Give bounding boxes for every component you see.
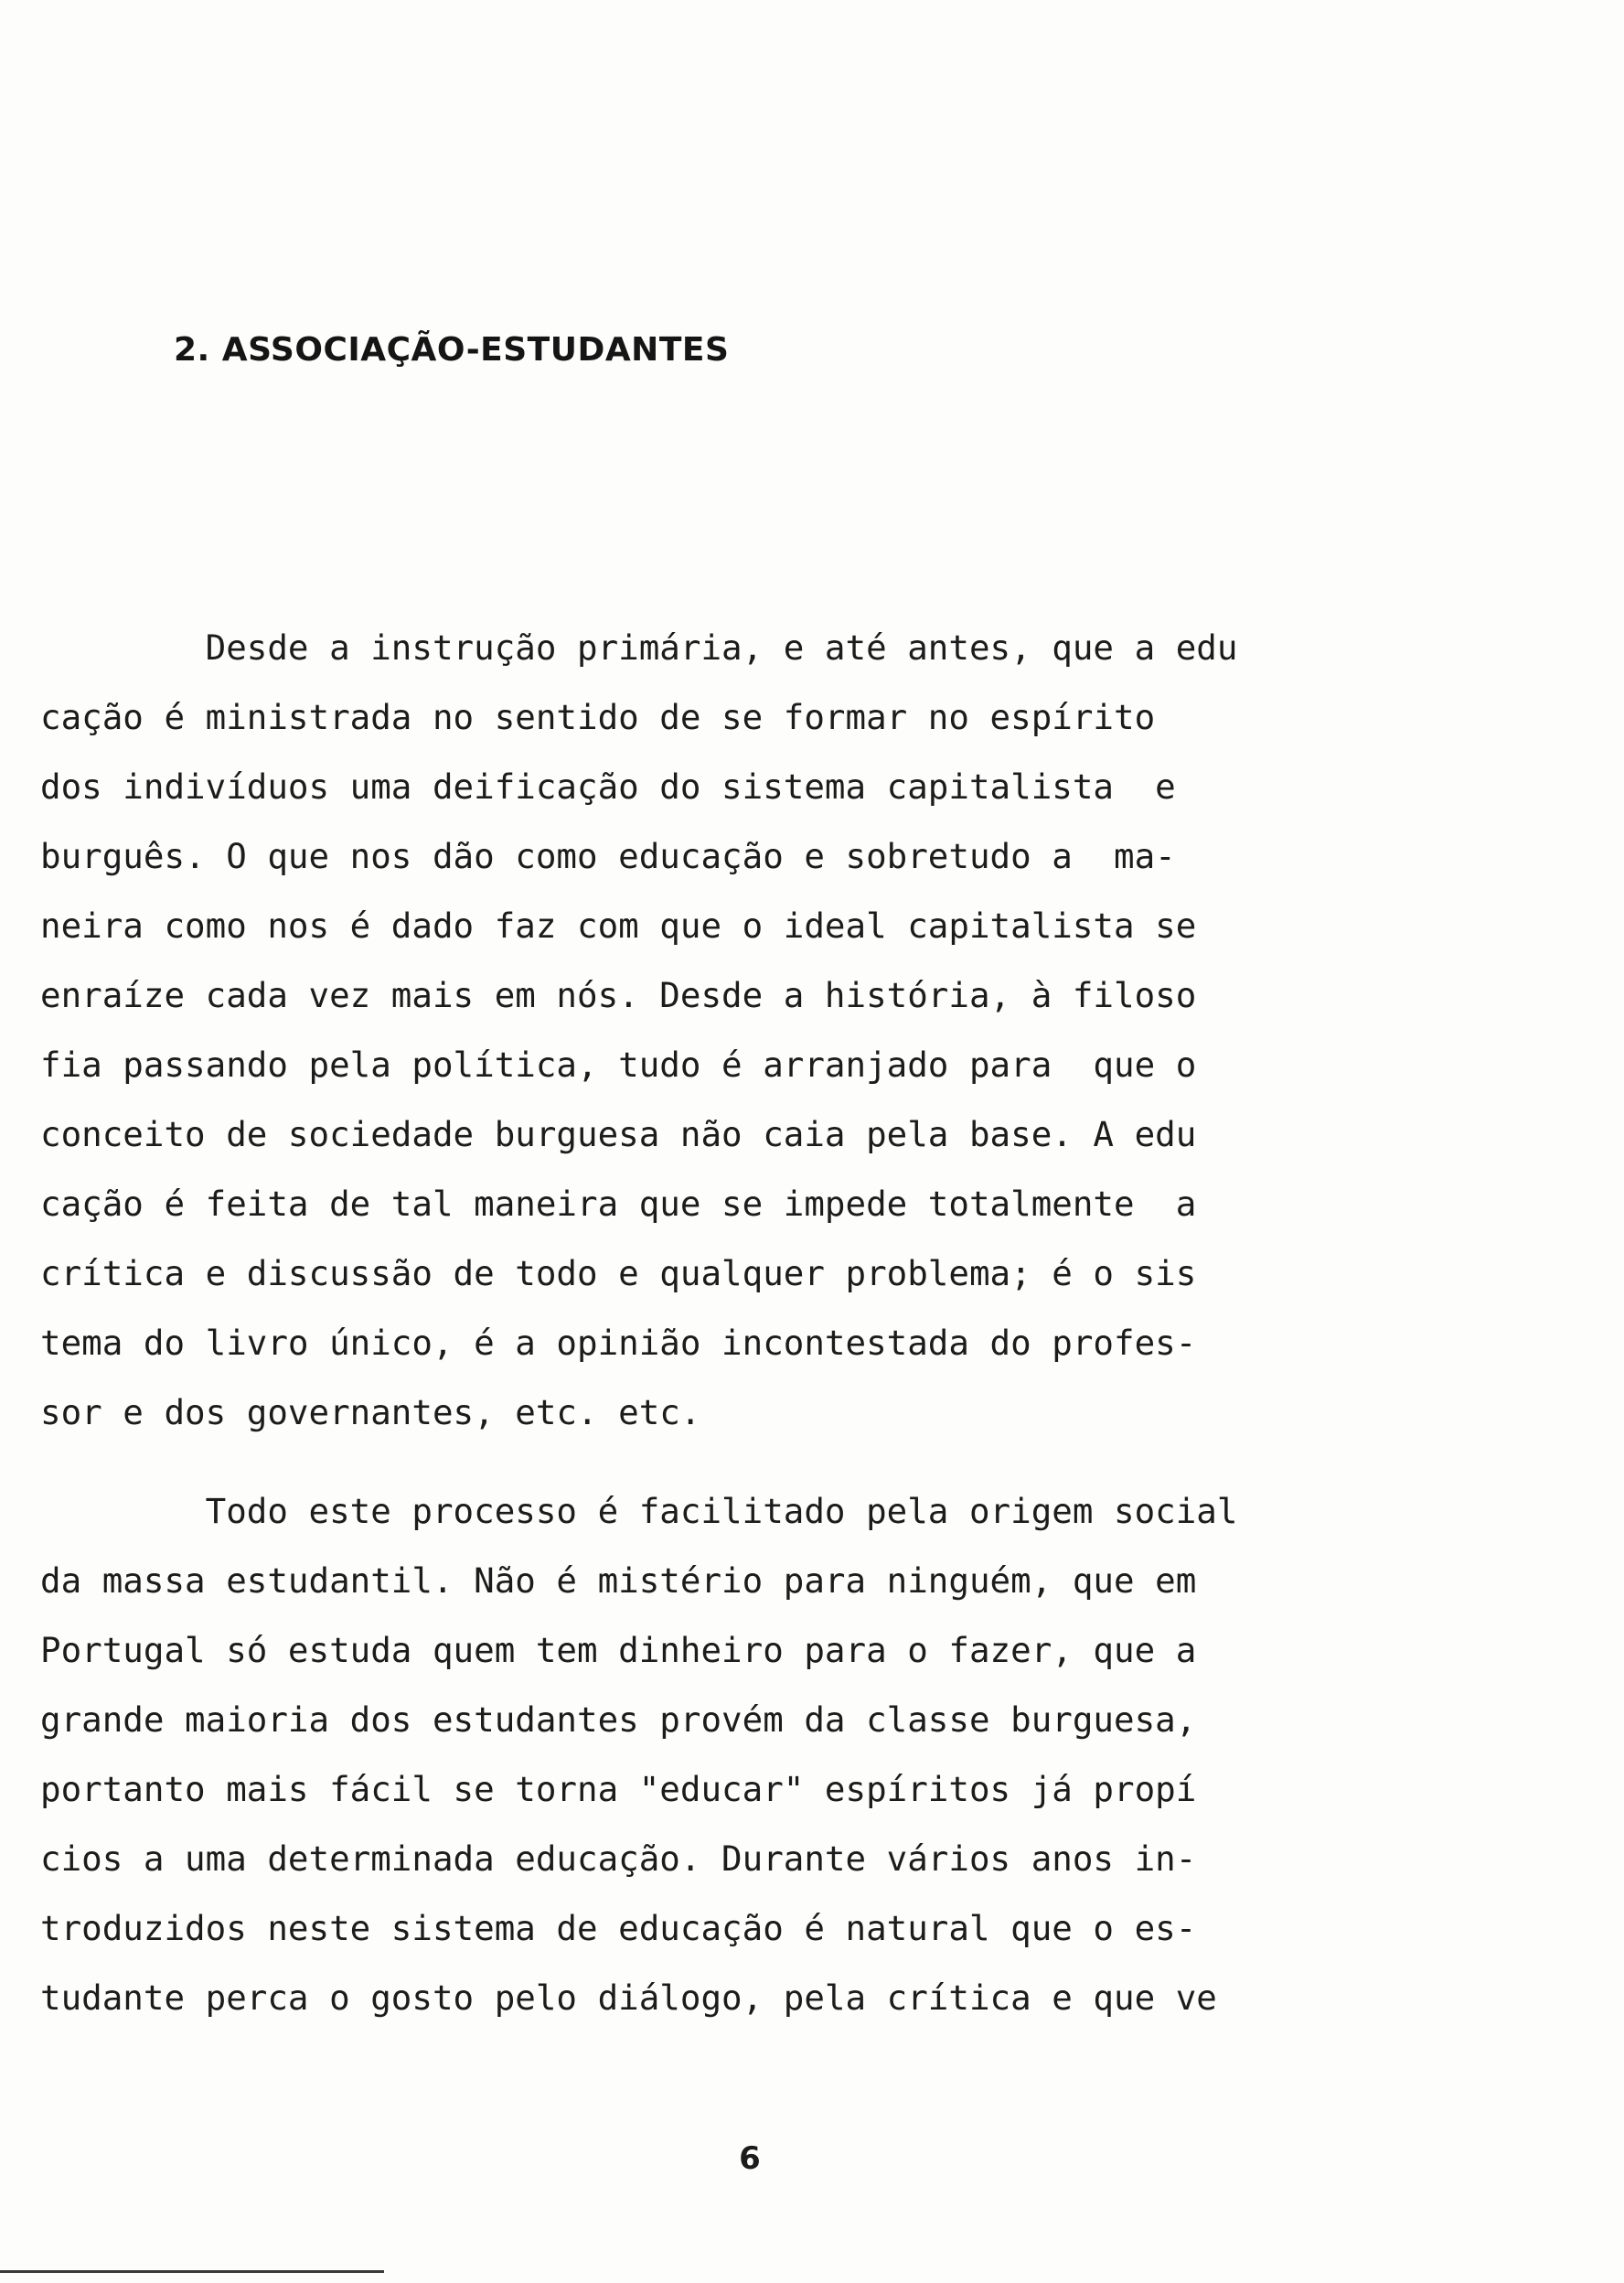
paragraph-line: neira como nos é dado faz com que o ideal capitalista se bbox=[40, 906, 1197, 946]
paragraph-line: cios a uma determinada educação. Durante vários anos in- bbox=[40, 1838, 1197, 1879]
paragraph-line: enraíze cada vez mais em nós. Desde a história, à filoso bbox=[40, 975, 1197, 1015]
paragraph-line: Desde a instrução primária, e até antes, que a edu bbox=[40, 627, 1238, 668]
paragraph-line: conceito de sociedade burguesa não caia pela base. A edu bbox=[40, 1114, 1197, 1154]
paragraph-line: grande maioria dos estudantes provém da classe burguesa, bbox=[40, 1699, 1197, 1740]
paragraph-line: dos indivíduos uma deificação do sistema capitalista e bbox=[40, 766, 1176, 807]
paragraph-line: troduzidos neste sistema de educação é natural que o es- bbox=[40, 1908, 1197, 1948]
paragraph-line: da massa estudantil. Não é mistério para ninguém, que em bbox=[40, 1560, 1197, 1601]
bottom-divider bbox=[0, 2270, 384, 2273]
paragraph-line: Todo este processo é facilitado pela origem social bbox=[40, 1491, 1238, 1531]
paragraph-line: tema do livro único, é a opinião incontestada do profes- bbox=[40, 1323, 1197, 1363]
paragraph-line: cação é feita de tal maneira que se impede totalmente a bbox=[40, 1184, 1197, 1224]
section-heading: 2. ASSOCIAÇÃO-ESTUDANTES bbox=[174, 331, 730, 369]
paragraph-line: tudante perca o gosto pelo diálogo, pela crítica e que ve bbox=[40, 1978, 1217, 2018]
page-number: 6 bbox=[739, 2140, 761, 2177]
paragraph-line: sor e dos governantes, etc. etc. bbox=[40, 1392, 701, 1432]
paragraph-line: burguês. O que nos dão como educação e sobretudo a ma- bbox=[40, 836, 1176, 876]
paragraph-line: fia passando pela política, tudo é arranjado para que o bbox=[40, 1045, 1197, 1085]
paragraph-line: Portugal só estuda quem tem dinheiro para o fazer, que a bbox=[40, 1630, 1197, 1670]
paragraph-line: crítica e discussão de todo e qualquer problema; é o sis bbox=[40, 1253, 1197, 1293]
paragraph-line: portanto mais fácil se torna "educar" espíritos já propí bbox=[40, 1769, 1197, 1809]
paragraph-line: cação é ministrada no sentido de se formar no espírito bbox=[40, 697, 1156, 737]
